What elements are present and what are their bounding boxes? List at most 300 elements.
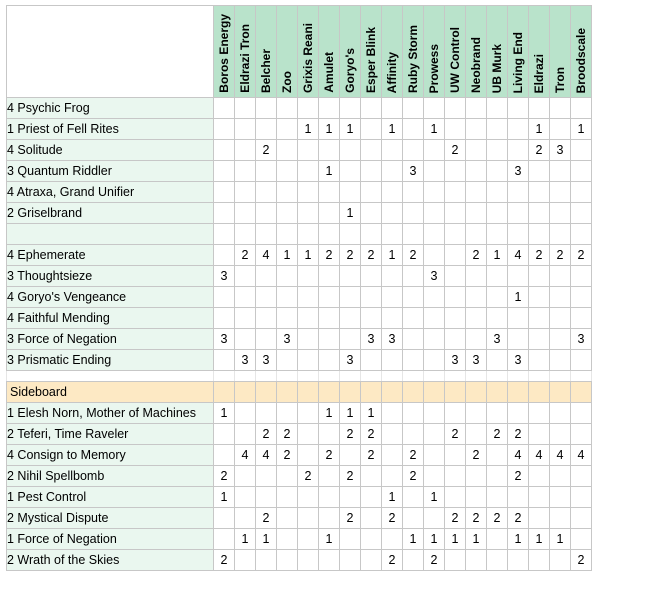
count-cell[interactable]: 3 <box>508 161 529 182</box>
count-cell[interactable] <box>550 161 571 182</box>
count-cell[interactable] <box>298 182 319 203</box>
count-cell[interactable] <box>529 182 550 203</box>
deck-header[interactable] <box>256 6 277 98</box>
count-cell[interactable] <box>445 487 466 508</box>
count-cell[interactable] <box>361 287 382 308</box>
count-cell[interactable] <box>319 224 340 245</box>
count-cell[interactable] <box>214 182 235 203</box>
count-cell[interactable] <box>340 140 361 161</box>
count-cell[interactable] <box>487 529 508 550</box>
count-cell[interactable]: 1 <box>340 119 361 140</box>
count-cell[interactable]: 1 <box>361 403 382 424</box>
count-cell[interactable]: 2 <box>214 550 235 571</box>
count-cell[interactable] <box>319 329 340 350</box>
count-cell[interactable] <box>466 224 487 245</box>
count-cell[interactable] <box>571 287 592 308</box>
count-cell[interactable] <box>382 140 403 161</box>
card-name-cell[interactable]: 4 Ephemerate <box>7 245 214 266</box>
count-cell[interactable]: 1 <box>319 403 340 424</box>
count-cell[interactable]: 2 <box>340 424 361 445</box>
count-cell[interactable] <box>550 203 571 224</box>
count-cell[interactable]: 2 <box>256 508 277 529</box>
count-cell[interactable] <box>298 529 319 550</box>
count-cell[interactable] <box>340 487 361 508</box>
count-cell[interactable] <box>277 371 298 382</box>
count-cell[interactable] <box>508 403 529 424</box>
corner-cell[interactable] <box>7 6 214 98</box>
card-name-cell[interactable]: 1 Priest of Fell Rites <box>7 119 214 140</box>
count-cell[interactable] <box>340 287 361 308</box>
card-name-cell[interactable] <box>7 371 214 382</box>
count-cell[interactable] <box>298 203 319 224</box>
count-cell[interactable] <box>277 403 298 424</box>
count-cell[interactable] <box>382 424 403 445</box>
count-cell[interactable] <box>487 382 508 403</box>
count-cell[interactable]: 2 <box>550 245 571 266</box>
count-cell[interactable]: 1 <box>214 403 235 424</box>
count-cell[interactable] <box>319 308 340 329</box>
count-cell[interactable] <box>298 350 319 371</box>
count-cell[interactable] <box>235 382 256 403</box>
count-cell[interactable] <box>403 224 424 245</box>
count-cell[interactable] <box>256 161 277 182</box>
count-cell[interactable] <box>424 382 445 403</box>
count-cell[interactable] <box>298 329 319 350</box>
count-cell[interactable]: 2 <box>403 445 424 466</box>
count-cell[interactable] <box>550 550 571 571</box>
count-cell[interactable] <box>445 550 466 571</box>
count-cell[interactable] <box>256 98 277 119</box>
deck-header[interactable] <box>487 6 508 98</box>
count-cell[interactable] <box>550 371 571 382</box>
card-name-cell[interactable]: 1 Force of Negation <box>7 529 214 550</box>
count-cell[interactable] <box>403 329 424 350</box>
count-cell[interactable]: 2 <box>277 445 298 466</box>
card-name-cell[interactable]: 4 Consign to Memory <box>7 445 214 466</box>
card-name-cell[interactable]: 3 Quantum Riddler <box>7 161 214 182</box>
count-cell[interactable] <box>382 350 403 371</box>
count-cell[interactable] <box>298 382 319 403</box>
count-cell[interactable] <box>256 119 277 140</box>
count-cell[interactable] <box>382 308 403 329</box>
count-cell[interactable]: 4 <box>508 445 529 466</box>
count-cell[interactable] <box>487 403 508 424</box>
count-cell[interactable] <box>319 466 340 487</box>
count-cell[interactable]: 1 <box>445 529 466 550</box>
deck-header[interactable] <box>445 6 466 98</box>
count-cell[interactable]: 1 <box>319 119 340 140</box>
card-name-cell[interactable]: 4 Solitude <box>7 140 214 161</box>
count-cell[interactable] <box>487 203 508 224</box>
count-cell[interactable] <box>256 182 277 203</box>
count-cell[interactable] <box>403 371 424 382</box>
count-cell[interactable]: 2 <box>508 508 529 529</box>
count-cell[interactable] <box>214 287 235 308</box>
section-label[interactable]: Sideboard <box>7 382 214 403</box>
count-cell[interactable]: 1 <box>550 529 571 550</box>
count-cell[interactable]: 2 <box>382 550 403 571</box>
count-cell[interactable] <box>508 382 529 403</box>
count-cell[interactable] <box>277 119 298 140</box>
count-cell[interactable] <box>340 224 361 245</box>
count-cell[interactable] <box>319 98 340 119</box>
count-cell[interactable] <box>508 140 529 161</box>
count-cell[interactable] <box>361 508 382 529</box>
count-cell[interactable]: 3 <box>382 329 403 350</box>
card-name-cell[interactable]: 4 Atraxa, Grand Unifier <box>7 182 214 203</box>
count-cell[interactable]: 1 <box>256 529 277 550</box>
count-cell[interactable] <box>571 350 592 371</box>
count-cell[interactable] <box>529 466 550 487</box>
count-cell[interactable]: 2 <box>361 424 382 445</box>
count-cell[interactable] <box>529 329 550 350</box>
count-cell[interactable]: 1 <box>340 403 361 424</box>
count-cell[interactable] <box>361 466 382 487</box>
count-cell[interactable] <box>214 140 235 161</box>
count-cell[interactable] <box>340 161 361 182</box>
count-cell[interactable] <box>277 161 298 182</box>
count-cell[interactable] <box>445 245 466 266</box>
count-cell[interactable] <box>445 98 466 119</box>
deck-header[interactable] <box>319 6 340 98</box>
count-cell[interactable] <box>298 487 319 508</box>
count-cell[interactable] <box>529 266 550 287</box>
card-name-cell[interactable]: 2 Nihil Spellbomb <box>7 466 214 487</box>
deck-header[interactable] <box>214 6 235 98</box>
card-name-cell[interactable]: 2 Teferi, Time Raveler <box>7 424 214 445</box>
deck-header[interactable] <box>550 6 571 98</box>
count-cell[interactable] <box>319 382 340 403</box>
count-cell[interactable] <box>298 424 319 445</box>
count-cell[interactable] <box>361 487 382 508</box>
count-cell[interactable]: 1 <box>529 119 550 140</box>
card-name-cell[interactable]: 2 Mystical Dispute <box>7 508 214 529</box>
count-cell[interactable] <box>256 287 277 308</box>
count-cell[interactable]: 1 <box>382 245 403 266</box>
count-cell[interactable] <box>424 308 445 329</box>
count-cell[interactable]: 3 <box>508 350 529 371</box>
count-cell[interactable]: 3 <box>214 266 235 287</box>
count-cell[interactable] <box>424 371 445 382</box>
count-cell[interactable] <box>214 161 235 182</box>
card-name-cell[interactable]: 3 Force of Negation <box>7 329 214 350</box>
count-cell[interactable] <box>571 371 592 382</box>
count-cell[interactable] <box>466 140 487 161</box>
count-cell[interactable] <box>298 224 319 245</box>
count-cell[interactable]: 2 <box>214 466 235 487</box>
count-cell[interactable] <box>508 203 529 224</box>
count-cell[interactable] <box>235 224 256 245</box>
count-cell[interactable]: 3 <box>235 350 256 371</box>
count-cell[interactable] <box>571 161 592 182</box>
count-cell[interactable] <box>571 266 592 287</box>
count-cell[interactable]: 2 <box>529 140 550 161</box>
count-cell[interactable] <box>466 487 487 508</box>
count-cell[interactable] <box>214 203 235 224</box>
count-cell[interactable] <box>319 350 340 371</box>
deck-header[interactable] <box>466 6 487 98</box>
count-cell[interactable] <box>277 98 298 119</box>
count-cell[interactable] <box>277 350 298 371</box>
count-cell[interactable] <box>466 203 487 224</box>
count-cell[interactable]: 2 <box>445 508 466 529</box>
count-cell[interactable] <box>235 161 256 182</box>
count-cell[interactable] <box>298 403 319 424</box>
card-name-cell[interactable]: 1 Elesh Norn, Mother of Machines <box>7 403 214 424</box>
deck-header[interactable] <box>277 6 298 98</box>
count-cell[interactable] <box>550 287 571 308</box>
count-cell[interactable] <box>277 550 298 571</box>
count-cell[interactable] <box>466 308 487 329</box>
deck-header[interactable] <box>508 6 529 98</box>
count-cell[interactable] <box>550 119 571 140</box>
count-cell[interactable] <box>277 508 298 529</box>
count-cell[interactable] <box>529 382 550 403</box>
count-cell[interactable] <box>361 203 382 224</box>
count-cell[interactable] <box>361 371 382 382</box>
count-cell[interactable] <box>508 119 529 140</box>
count-cell[interactable]: 3 <box>340 350 361 371</box>
count-cell[interactable]: 2 <box>571 245 592 266</box>
count-cell[interactable] <box>277 308 298 329</box>
count-cell[interactable] <box>361 224 382 245</box>
count-cell[interactable] <box>508 329 529 350</box>
count-cell[interactable] <box>466 403 487 424</box>
count-cell[interactable] <box>403 382 424 403</box>
count-cell[interactable]: 1 <box>424 529 445 550</box>
count-cell[interactable]: 1 <box>340 203 361 224</box>
count-cell[interactable] <box>550 350 571 371</box>
count-cell[interactable] <box>529 508 550 529</box>
count-cell[interactable] <box>382 371 403 382</box>
count-cell[interactable] <box>508 550 529 571</box>
count-cell[interactable]: 2 <box>340 245 361 266</box>
count-cell[interactable] <box>277 382 298 403</box>
count-cell[interactable] <box>424 182 445 203</box>
count-cell[interactable] <box>424 98 445 119</box>
count-cell[interactable] <box>529 550 550 571</box>
count-cell[interactable] <box>424 403 445 424</box>
count-cell[interactable]: 2 <box>445 424 466 445</box>
count-cell[interactable]: 2 <box>445 140 466 161</box>
count-cell[interactable]: 2 <box>340 508 361 529</box>
deck-header[interactable] <box>361 6 382 98</box>
count-cell[interactable] <box>298 161 319 182</box>
count-cell[interactable]: 3 <box>445 350 466 371</box>
count-cell[interactable] <box>256 382 277 403</box>
count-cell[interactable]: 1 <box>508 529 529 550</box>
count-cell[interactable] <box>319 266 340 287</box>
count-cell[interactable] <box>256 371 277 382</box>
count-cell[interactable] <box>571 308 592 329</box>
count-cell[interactable]: 3 <box>256 350 277 371</box>
count-cell[interactable]: 3 <box>361 329 382 350</box>
count-cell[interactable] <box>277 140 298 161</box>
count-cell[interactable]: 2 <box>571 550 592 571</box>
count-cell[interactable] <box>529 224 550 245</box>
count-cell[interactable] <box>277 203 298 224</box>
count-cell[interactable] <box>340 329 361 350</box>
count-cell[interactable] <box>424 224 445 245</box>
count-cell[interactable] <box>466 424 487 445</box>
count-cell[interactable] <box>571 508 592 529</box>
count-cell[interactable] <box>277 487 298 508</box>
count-cell[interactable] <box>319 424 340 445</box>
count-cell[interactable]: 1 <box>487 245 508 266</box>
count-cell[interactable]: 1 <box>382 119 403 140</box>
count-cell[interactable] <box>298 371 319 382</box>
count-cell[interactable]: 2 <box>235 245 256 266</box>
count-cell[interactable]: 4 <box>529 445 550 466</box>
count-cell[interactable] <box>340 266 361 287</box>
count-cell[interactable]: 1 <box>571 119 592 140</box>
deck-header[interactable] <box>403 6 424 98</box>
count-cell[interactable] <box>466 266 487 287</box>
count-cell[interactable] <box>340 382 361 403</box>
count-cell[interactable] <box>445 287 466 308</box>
count-cell[interactable] <box>235 287 256 308</box>
count-cell[interactable]: 2 <box>319 245 340 266</box>
count-cell[interactable] <box>361 308 382 329</box>
deck-header[interactable] <box>235 6 256 98</box>
count-cell[interactable] <box>361 266 382 287</box>
count-cell[interactable] <box>277 466 298 487</box>
count-cell[interactable] <box>340 550 361 571</box>
count-cell[interactable] <box>550 266 571 287</box>
count-cell[interactable]: 2 <box>424 550 445 571</box>
count-cell[interactable] <box>571 403 592 424</box>
card-name-cell[interactable]: 3 Thoughtsieze <box>7 266 214 287</box>
count-cell[interactable] <box>340 529 361 550</box>
count-cell[interactable]: 4 <box>256 445 277 466</box>
count-cell[interactable]: 1 <box>298 119 319 140</box>
count-cell[interactable] <box>487 140 508 161</box>
count-cell[interactable] <box>256 466 277 487</box>
count-cell[interactable] <box>487 308 508 329</box>
count-cell[interactable]: 2 <box>277 424 298 445</box>
count-cell[interactable] <box>445 119 466 140</box>
count-cell[interactable] <box>214 371 235 382</box>
count-cell[interactable]: 1 <box>319 161 340 182</box>
count-cell[interactable] <box>403 182 424 203</box>
count-cell[interactable]: 2 <box>403 245 424 266</box>
count-cell[interactable] <box>529 161 550 182</box>
count-cell[interactable]: 4 <box>256 245 277 266</box>
count-cell[interactable] <box>319 203 340 224</box>
count-cell[interactable] <box>571 424 592 445</box>
count-cell[interactable] <box>382 224 403 245</box>
count-cell[interactable]: 2 <box>487 424 508 445</box>
count-cell[interactable]: 2 <box>382 508 403 529</box>
count-cell[interactable] <box>466 329 487 350</box>
count-cell[interactable] <box>382 203 403 224</box>
count-cell[interactable] <box>403 287 424 308</box>
count-cell[interactable] <box>298 98 319 119</box>
count-cell[interactable]: 1 <box>298 245 319 266</box>
count-cell[interactable] <box>445 371 466 382</box>
count-cell[interactable] <box>235 266 256 287</box>
count-cell[interactable]: 2 <box>487 508 508 529</box>
count-cell[interactable] <box>403 140 424 161</box>
count-cell[interactable]: 2 <box>298 466 319 487</box>
count-cell[interactable] <box>508 308 529 329</box>
count-cell[interactable] <box>550 424 571 445</box>
count-cell[interactable] <box>298 266 319 287</box>
count-cell[interactable] <box>487 487 508 508</box>
count-cell[interactable] <box>382 403 403 424</box>
count-cell[interactable] <box>571 203 592 224</box>
count-cell[interactable]: 4 <box>508 245 529 266</box>
count-cell[interactable]: 1 <box>382 487 403 508</box>
count-cell[interactable] <box>235 119 256 140</box>
count-cell[interactable] <box>445 329 466 350</box>
count-cell[interactable] <box>235 98 256 119</box>
count-cell[interactable] <box>235 371 256 382</box>
count-cell[interactable] <box>466 550 487 571</box>
count-cell[interactable] <box>214 245 235 266</box>
count-cell[interactable]: 2 <box>403 466 424 487</box>
count-cell[interactable] <box>445 466 466 487</box>
count-cell[interactable] <box>424 140 445 161</box>
count-cell[interactable]: 1 <box>277 245 298 266</box>
count-cell[interactable] <box>424 287 445 308</box>
count-cell[interactable] <box>256 203 277 224</box>
count-cell[interactable] <box>382 182 403 203</box>
count-cell[interactable] <box>508 266 529 287</box>
count-cell[interactable] <box>466 161 487 182</box>
count-cell[interactable] <box>403 350 424 371</box>
count-cell[interactable] <box>487 119 508 140</box>
count-cell[interactable] <box>550 508 571 529</box>
card-name-cell[interactable]: 1 Pest Control <box>7 487 214 508</box>
count-cell[interactable] <box>235 308 256 329</box>
count-cell[interactable] <box>319 140 340 161</box>
count-cell[interactable] <box>298 445 319 466</box>
count-cell[interactable]: 1 <box>466 529 487 550</box>
card-name-cell[interactable]: 4 Faithful Mending <box>7 308 214 329</box>
count-cell[interactable] <box>235 182 256 203</box>
count-cell[interactable] <box>298 308 319 329</box>
count-cell[interactable] <box>424 508 445 529</box>
count-cell[interactable] <box>571 98 592 119</box>
count-cell[interactable] <box>256 329 277 350</box>
count-cell[interactable] <box>550 403 571 424</box>
count-cell[interactable] <box>382 161 403 182</box>
count-cell[interactable]: 2 <box>466 245 487 266</box>
count-cell[interactable] <box>235 203 256 224</box>
count-cell[interactable] <box>235 466 256 487</box>
count-cell[interactable]: 3 <box>571 329 592 350</box>
count-cell[interactable] <box>508 98 529 119</box>
count-cell[interactable]: 1 <box>424 487 445 508</box>
count-cell[interactable] <box>319 287 340 308</box>
card-name-cell[interactable]: 4 Psychic Frog <box>7 98 214 119</box>
count-cell[interactable] <box>403 508 424 529</box>
count-cell[interactable] <box>445 445 466 466</box>
count-cell[interactable] <box>550 224 571 245</box>
count-cell[interactable] <box>550 382 571 403</box>
count-cell[interactable] <box>529 98 550 119</box>
count-cell[interactable] <box>508 487 529 508</box>
count-cell[interactable] <box>235 329 256 350</box>
count-cell[interactable] <box>382 382 403 403</box>
count-cell[interactable] <box>424 329 445 350</box>
count-cell[interactable] <box>466 466 487 487</box>
count-cell[interactable] <box>508 371 529 382</box>
count-cell[interactable] <box>403 487 424 508</box>
count-cell[interactable] <box>550 466 571 487</box>
count-cell[interactable] <box>361 350 382 371</box>
